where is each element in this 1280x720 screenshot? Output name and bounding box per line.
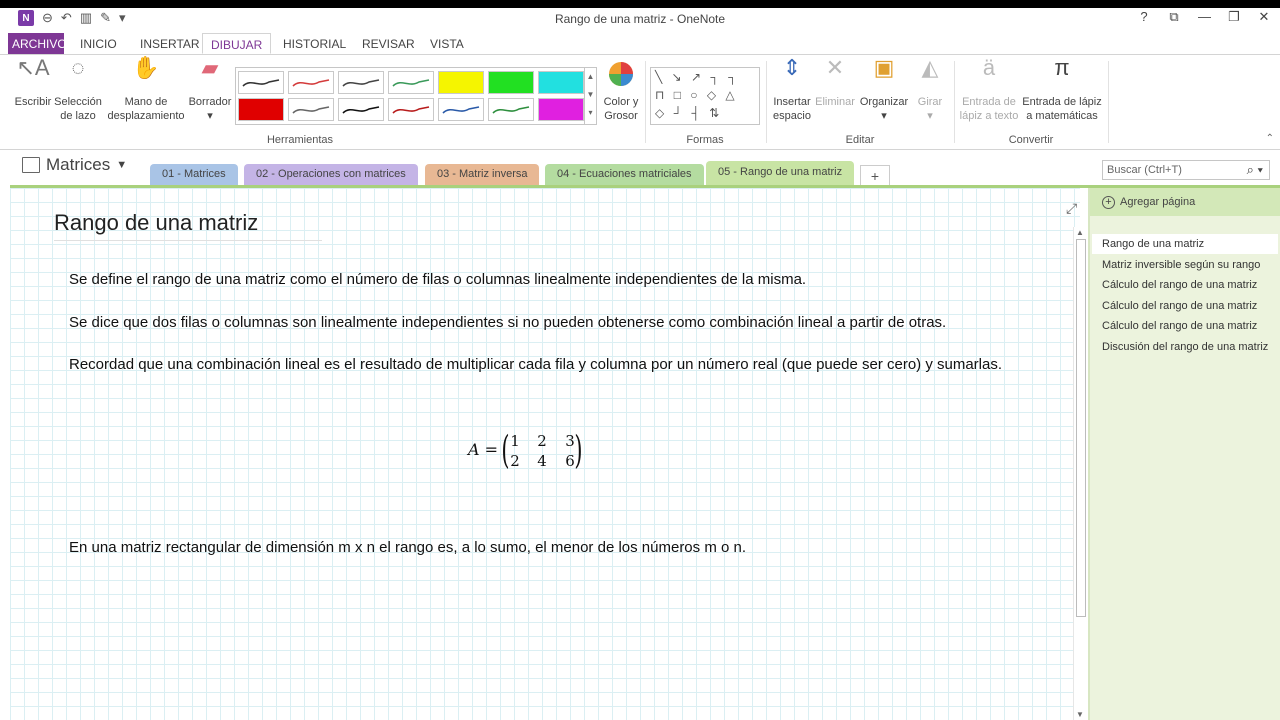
customize-icon[interactable]: ▾ <box>119 10 126 25</box>
onenote-window <box>0 8 1280 720</box>
color-grosor-button[interactable]: Color y Grosor <box>600 61 642 123</box>
chevron-down-icon: ▾ <box>881 110 887 122</box>
group-herramientas: Herramientas <box>266 134 334 146</box>
page-list-item[interactable]: Discusión del rango de una matriz <box>1102 341 1269 353</box>
section-tab-01[interactable]: 01 - Matrices <box>150 164 238 186</box>
seleccion-lazo-button[interactable]: ◌ Selección de lazo <box>54 55 102 122</box>
shapes-row-2: ⊓ □ ○ ◇ △ <box>655 88 738 102</box>
tab-vista[interactable]: VISTA <box>430 37 464 51</box>
notebook-icon <box>22 157 40 173</box>
right-paren: ) <box>574 428 583 472</box>
delete-x-icon: ✕ <box>825 55 845 80</box>
tab-insertar[interactable]: INSERTAR <box>140 37 200 51</box>
matrix-cell: 2 <box>510 452 520 470</box>
undo-icon[interactable]: ↶ <box>60 10 72 25</box>
add-icon: + <box>1102 196 1115 209</box>
page-list-item[interactable]: Rango de una matriz <box>1092 234 1278 254</box>
tab-inicio[interactable]: INICIO <box>80 37 117 51</box>
color-wheel-icon <box>600 61 642 91</box>
tab-archivo[interactable]: ARCHIVO <box>8 33 64 54</box>
pen-swatch[interactable] <box>338 71 384 94</box>
matrix-cell: 1 <box>510 432 520 450</box>
page-title[interactable]: Rango de una matriz <box>54 210 259 235</box>
mano-desplazamiento-button[interactable]: ✋ Mano de desplazamiento <box>104 61 188 123</box>
insert-space-icon: ⇕ <box>782 55 802 80</box>
highlighter-swatch[interactable] <box>538 71 584 94</box>
chevron-down-icon: ▼ <box>116 159 128 171</box>
paragraph-1[interactable]: Se define el rango de una matriz como el número de filas o columnas linealmente independientes de la misma. <box>69 271 807 288</box>
shapes-row-3: ◇ ┘ ┤ ⇅ <box>655 106 723 120</box>
eliminar-button[interactable]: ✕ Eliminar <box>815 55 855 108</box>
insertar-espacio-button[interactable]: ⇕ Insertar espacio <box>770 61 814 123</box>
group-editar: Editar <box>845 134 875 146</box>
collapse-ribbon-icon[interactable]: ⌃ <box>1265 133 1274 144</box>
highlighter-swatch[interactable] <box>488 71 534 94</box>
section-tab-04[interactable]: 04 - Ecuaciones matriciales <box>545 164 704 186</box>
matrix-cell: 6 <box>565 452 575 470</box>
chevron-down-icon: ▾ <box>927 110 933 122</box>
highlighter-swatch[interactable] <box>238 98 284 121</box>
ribbon-separator <box>645 61 646 143</box>
matrix-cell: 3 <box>565 432 575 450</box>
ribbon <box>0 54 1280 150</box>
page-scrollbar[interactable] <box>1073 227 1087 720</box>
arrange-icon: ▣ <box>873 55 895 80</box>
window-controls <box>1138 9 1270 25</box>
pen-swatch[interactable] <box>238 71 284 94</box>
hand-icon: ✋ <box>132 55 160 80</box>
gallery-scroll[interactable]: ▲ ▼ ▾ <box>584 68 596 124</box>
section-tab-05[interactable]: 05 - Rango de una matriz <box>706 161 854 186</box>
quick-access-toolbar <box>18 10 126 26</box>
minimize-icon[interactable]: — <box>1198 9 1211 24</box>
organizar-button[interactable]: ▣ Organizar ▾ <box>859 55 909 122</box>
ribbon-separator <box>1108 61 1109 143</box>
formula-lhs: A = <box>468 440 499 459</box>
scroll-down-icon[interactable]: ▼ <box>1076 710 1084 719</box>
help-icon[interactable]: ? <box>1140 9 1148 24</box>
onenote-logo-icon: N <box>18 10 34 26</box>
pen-swatch[interactable] <box>388 71 434 94</box>
tab-dibujar[interactable]: DIBUJAR <box>202 33 271 54</box>
entrada-lapiz-texto-button[interactable]: ä Entrada de lápiz a texto <box>959 55 1019 122</box>
highlighter-swatch[interactable] <box>538 98 584 121</box>
ribbon-separator <box>954 61 955 143</box>
tab-historial[interactable]: HISTORIAL <box>283 37 347 51</box>
type-cursor-icon: ↖A <box>16 55 50 80</box>
pen-swatch[interactable] <box>388 98 434 121</box>
add-page-button[interactable]: + Agregar página <box>1090 188 1280 216</box>
section-tab-02[interactable]: 02 - Operaciones con matrices <box>244 164 418 186</box>
back-icon[interactable]: ⊖ <box>42 10 53 25</box>
search-icon[interactable]: ⌕ ▾ <box>1246 162 1263 177</box>
page-list-item[interactable]: Cálculo del rango de una matriz <box>1102 300 1258 312</box>
restore-icon[interactable]: ❐ <box>1228 9 1240 24</box>
left-paren: ( <box>501 428 510 472</box>
pen-icon[interactable]: ✎ <box>100 10 112 25</box>
shapes-gallery[interactable] <box>650 67 760 125</box>
pen-swatch[interactable] <box>488 98 534 121</box>
lasso-icon: ◌ <box>71 55 85 80</box>
section-tab-03[interactable]: 03 - Matriz inversa <box>425 164 539 186</box>
scroll-thumb[interactable] <box>1076 239 1086 617</box>
title-bar <box>0 8 1280 30</box>
group-convertir: Convertir <box>1008 134 1054 146</box>
paragraph-4[interactable]: En una matriz rectangular de dimensión m x n el rango es, a lo sumo, el menor de los números m o n. <box>69 539 746 556</box>
shapes-row-1: ╲ ↘ ↗ ┐ ┐ <box>655 70 740 84</box>
page-list-item[interactable]: Cálculo del rango de una matriz <box>1102 279 1258 291</box>
expand-icon[interactable]: ⤢ <box>1066 200 1078 216</box>
page-list-item[interactable]: Cálculo del rango de una matriz <box>1102 320 1258 332</box>
title-divider <box>54 240 322 241</box>
pen-swatch[interactable] <box>338 98 384 121</box>
borrador-button[interactable]: ▰ Borrador ▾ <box>186 61 234 123</box>
pen-swatch[interactable] <box>288 71 334 94</box>
pen-swatch[interactable] <box>288 98 334 121</box>
entrada-lapiz-matematicas-button[interactable]: π Entrada de lápiz a matemáticas <box>1020 61 1104 123</box>
matrix-cell: 4 <box>537 452 547 470</box>
escribir-button[interactable]: ↖A Escribir <box>12 61 54 109</box>
ribbon-tabs <box>0 30 1280 54</box>
rotate-icon: ◭ <box>921 55 939 80</box>
page-canvas[interactable] <box>10 188 1080 720</box>
paragraph-3[interactable]: Recordad que una combinación lineal es el resultado de multiplicar cada fila y columna por un número real (que puede ser cero) y sumarlas. <box>69 356 1003 373</box>
search-input[interactable]: Buscar (Ctrl+T) ⌕ ▾ <box>1102 160 1270 180</box>
girar-button[interactable]: ◭ Girar ▾ <box>910 61 950 123</box>
notebook-selector[interactable]: Matrices ▼ <box>22 155 127 175</box>
pen-swatch[interactable] <box>438 98 484 121</box>
chevron-down-icon: ▾ <box>207 110 213 122</box>
highlighter-swatch[interactable] <box>438 71 484 94</box>
ink-to-math-icon: π <box>1054 55 1070 80</box>
scroll-up-icon[interactable]: ▲ <box>1076 228 1084 237</box>
window-title: Rango de una matriz - OneNote <box>554 12 726 26</box>
pen-gallery <box>235 67 597 125</box>
ribbon-display-icon[interactable]: ⧉ <box>1169 9 1179 24</box>
eraser-icon: ▰ <box>201 55 219 80</box>
add-section-button[interactable]: + <box>860 165 890 186</box>
tab-revisar[interactable]: REVISAR <box>362 37 415 51</box>
dock-icon[interactable]: ▥ <box>79 10 93 25</box>
section-bar <box>0 150 1280 186</box>
page-list-item[interactable]: Matriz inversible según su rango <box>1102 259 1261 271</box>
paragraph-2[interactable]: Se dice que dos filas o columnas son linealmente independientes si no pueden obtenerse como combinación lineal a partir de otras. <box>69 314 947 331</box>
group-formas: Formas <box>686 134 724 146</box>
matrix-cell: 2 <box>537 432 547 450</box>
ribbon-separator <box>766 61 767 143</box>
ink-to-text-icon: ä <box>982 55 996 80</box>
close-icon[interactable]: ✕ <box>1258 9 1270 24</box>
